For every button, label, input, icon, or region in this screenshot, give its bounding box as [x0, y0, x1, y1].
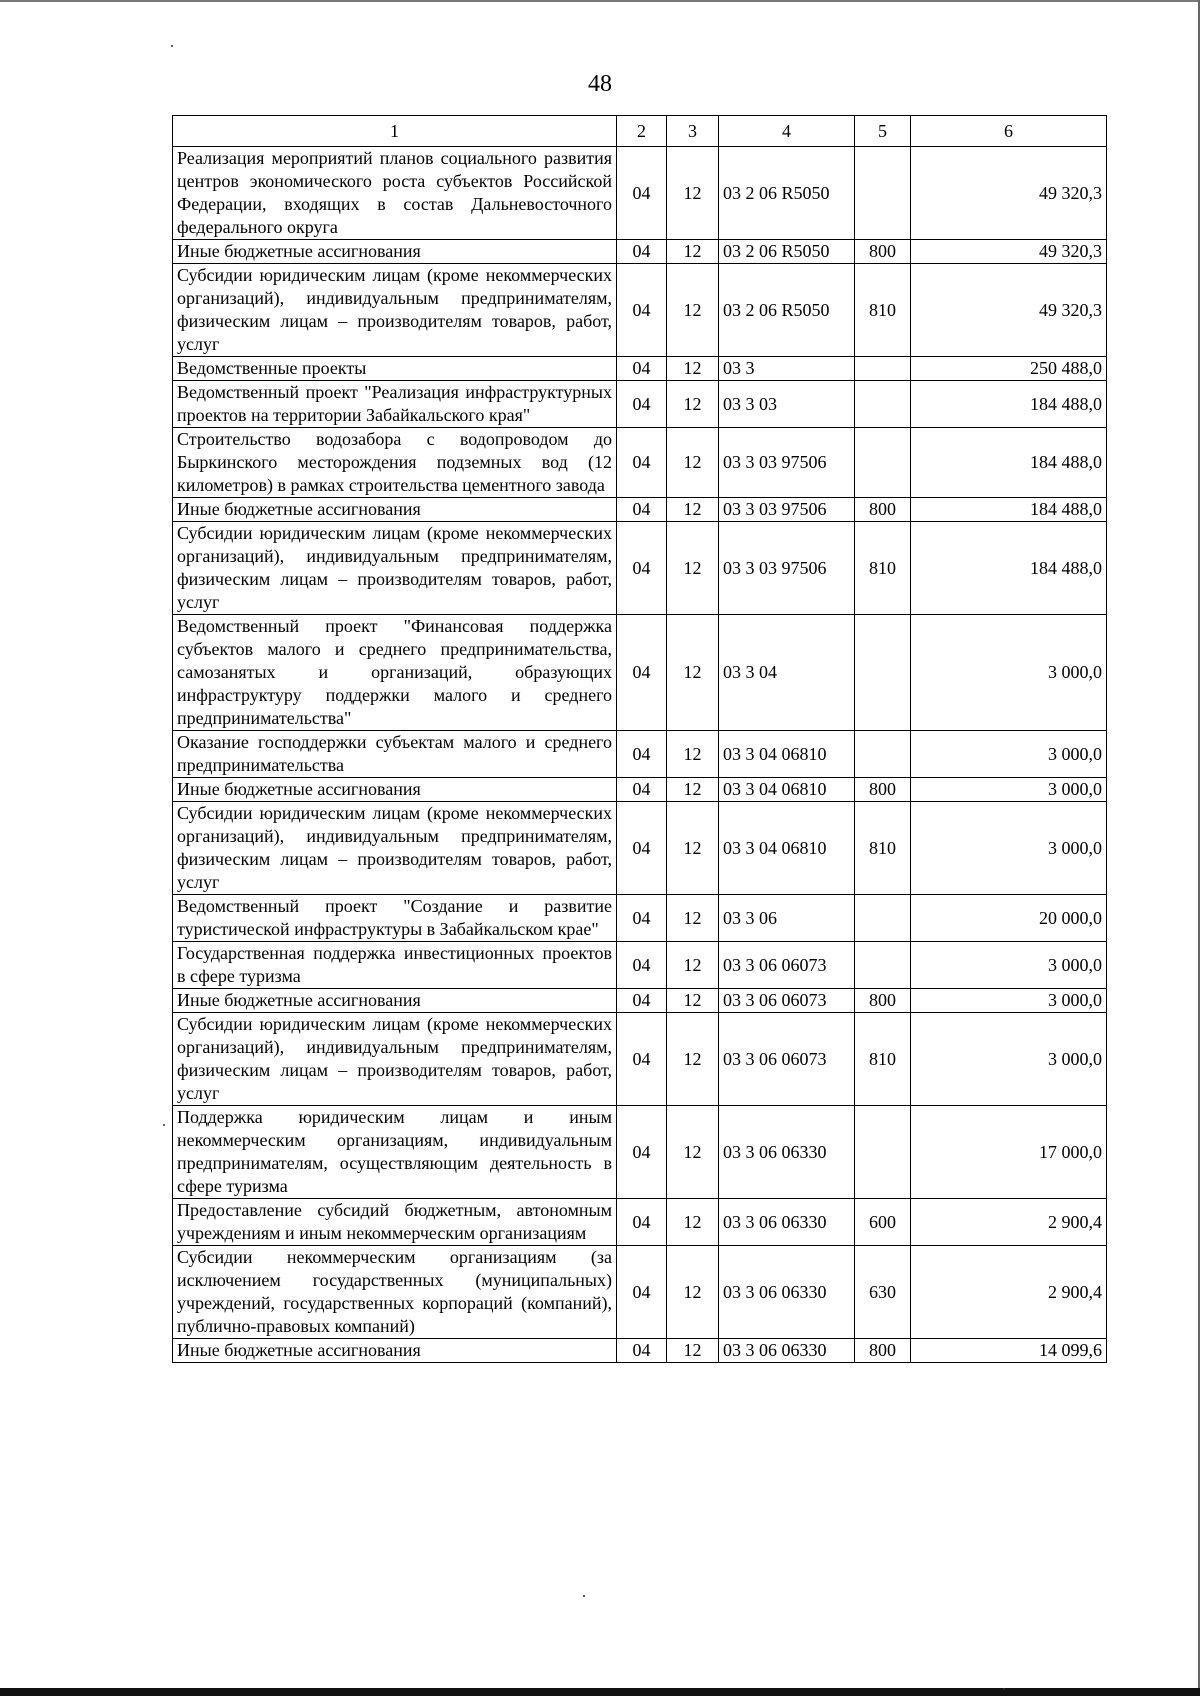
- column-header: 5: [855, 116, 911, 147]
- target-article-cell: 03 3 06 06330: [719, 1246, 855, 1339]
- subsection-cell: 12: [667, 240, 719, 264]
- section-cell: 04: [617, 264, 667, 357]
- table-row: [173, 428, 1107, 498]
- scan-speck: [171, 45, 173, 47]
- expense-type-cell: 600: [855, 1199, 911, 1246]
- expense-type-cell: [855, 1106, 911, 1199]
- expense-type-cell: [855, 731, 911, 778]
- target-article-cell: 03 3 03 97506: [719, 428, 855, 498]
- row-name-cell: Иные бюджетные ассигнования: [173, 778, 617, 802]
- expense-type-cell: [855, 381, 911, 428]
- subsection-cell: 12: [667, 942, 719, 989]
- section-cell: 04: [617, 357, 667, 381]
- amount-cell: 17 000,0: [911, 1106, 1107, 1199]
- amount-cell: 184 488,0: [911, 498, 1107, 522]
- amount-cell: 184 488,0: [911, 381, 1107, 428]
- table-row: [173, 1246, 1107, 1339]
- row-name-cell: Иные бюджетные ассигнования: [173, 989, 617, 1013]
- amount-cell: 49 320,3: [911, 147, 1107, 240]
- table-row: [173, 942, 1107, 989]
- row-name-cell: Реализация мероприятий планов социального развития центров экономического роста субъектов Российской Федерации, входящих в состав Дальневосточного федерального округа: [173, 147, 617, 240]
- table-row: [173, 240, 1107, 264]
- section-cell: 04: [617, 1199, 667, 1246]
- row-name-cell: Ведомственный проект "Финансовая поддержка субъектов малого и среднего предпринимательства, самозанятых и организаций, образующих инфраструктуру поддержки малого и среднего предпринимательства": [173, 615, 617, 731]
- expense-type-cell: 810: [855, 802, 911, 895]
- section-cell: 04: [617, 381, 667, 428]
- subsection-cell: 12: [667, 895, 719, 942]
- subsection-cell: 12: [667, 264, 719, 357]
- row-name-cell: Поддержка юридическим лицам и иным некоммерческим организациям, индивидуальным предпринимателям, осуществляющим деятельность в сфере туризма: [173, 1106, 617, 1199]
- subsection-cell: 12: [667, 1339, 719, 1363]
- expense-type-cell: [855, 428, 911, 498]
- target-article-cell: 03 2 06 R5050: [719, 240, 855, 264]
- expense-type-cell: 800: [855, 1339, 911, 1363]
- expense-type-cell: 810: [855, 264, 911, 357]
- expense-type-cell: [855, 357, 911, 381]
- scan-speck: [583, 1595, 585, 1597]
- row-name-cell: Иные бюджетные ассигнования: [173, 1339, 617, 1363]
- section-cell: 04: [617, 1339, 667, 1363]
- target-article-cell: 03 3 06 06073: [719, 942, 855, 989]
- table-row: [173, 1013, 1107, 1106]
- target-article-cell: 03 3 04 06810: [719, 802, 855, 895]
- target-article-cell: 03 3 06 06073: [719, 989, 855, 1013]
- target-article-cell: 03 3 04: [719, 615, 855, 731]
- amount-cell: 3 000,0: [911, 802, 1107, 895]
- scan-speck: [163, 1124, 165, 1126]
- section-cell: 04: [617, 802, 667, 895]
- table-row: [173, 731, 1107, 778]
- table-row: [173, 498, 1107, 522]
- subsection-cell: 12: [667, 989, 719, 1013]
- section-cell: 04: [617, 989, 667, 1013]
- expense-type-cell: [855, 615, 911, 731]
- subsection-cell: 12: [667, 147, 719, 240]
- amount-cell: 3 000,0: [911, 942, 1107, 989]
- section-cell: 04: [617, 1106, 667, 1199]
- column-header: 1: [173, 116, 617, 147]
- amount-cell: 14 099,6: [911, 1339, 1107, 1363]
- section-cell: 04: [617, 895, 667, 942]
- row-name-cell: Субсидии юридическим лицам (кроме некоммерческих организаций), индивидуальным предпринимателям, физическим лицам – производителям товаров, работ, услуг: [173, 1013, 617, 1106]
- row-name-cell: Субсидии некоммерческим организациям (за исключением государственных (муниципальных) учреждений, государственных корпораций (компаний), публично-правовых компаний): [173, 1246, 617, 1339]
- target-article-cell: 03 3 03 97506: [719, 522, 855, 615]
- subsection-cell: 12: [667, 428, 719, 498]
- subsection-cell: 12: [667, 1199, 719, 1246]
- subsection-cell: 12: [667, 381, 719, 428]
- section-cell: 04: [617, 615, 667, 731]
- target-article-cell: 03 3 03 97506: [719, 498, 855, 522]
- table-row: [173, 522, 1107, 615]
- row-name-cell: Субсидии юридическим лицам (кроме некоммерческих организаций), индивидуальным предпринимателям, физическим лицам – производителям товаров, работ, услуг: [173, 802, 617, 895]
- amount-cell: 250 488,0: [911, 357, 1107, 381]
- section-cell: 04: [617, 778, 667, 802]
- table-row: [173, 778, 1107, 802]
- expense-type-cell: [855, 147, 911, 240]
- row-name-cell: Иные бюджетные ассигнования: [173, 498, 617, 522]
- amount-cell: 3 000,0: [911, 778, 1107, 802]
- target-article-cell: 03 3 06 06073: [719, 1013, 855, 1106]
- amount-cell: 184 488,0: [911, 428, 1107, 498]
- table-row: [173, 615, 1107, 731]
- expense-type-cell: [855, 895, 911, 942]
- row-name-cell: Предоставление субсидий бюджетным, автономным учреждениям и иным некоммерческим организациям: [173, 1199, 617, 1246]
- table-row: [173, 989, 1107, 1013]
- expense-type-cell: 800: [855, 778, 911, 802]
- target-article-cell: 03 2 06 R5050: [719, 147, 855, 240]
- table-row: [173, 381, 1107, 428]
- target-article-cell: 03 3 04 06810: [719, 778, 855, 802]
- row-name-cell: Ведомственные проекты: [173, 357, 617, 381]
- page-number: 48: [588, 71, 612, 97]
- table-row: [173, 802, 1107, 895]
- table-row: [173, 895, 1107, 942]
- column-header: 6: [911, 116, 1107, 147]
- scan-speck: [1003, 1688, 1005, 1690]
- section-cell: 04: [617, 1013, 667, 1106]
- table-row: [173, 1199, 1107, 1246]
- target-article-cell: 03 3 04 06810: [719, 731, 855, 778]
- amount-cell: 49 320,3: [911, 264, 1107, 357]
- expense-type-cell: 800: [855, 989, 911, 1013]
- row-name-cell: Ведомственный проект "Создание и развитие туристической инфраструктуры в Забайкальском крае": [173, 895, 617, 942]
- column-header: 2: [617, 116, 667, 147]
- expense-type-cell: 800: [855, 240, 911, 264]
- subsection-cell: 12: [667, 357, 719, 381]
- expense-type-cell: 800: [855, 498, 911, 522]
- section-cell: 04: [617, 147, 667, 240]
- expense-type-cell: 810: [855, 1013, 911, 1106]
- subsection-cell: 12: [667, 498, 719, 522]
- amount-cell: 2 900,4: [911, 1246, 1107, 1339]
- table-row: [173, 1106, 1107, 1199]
- column-header: 3: [667, 116, 719, 147]
- target-article-cell: 03 3 06: [719, 895, 855, 942]
- row-name-cell: Оказание господдержки субъектам малого и среднего предпринимательства: [173, 731, 617, 778]
- row-name-cell: Субсидии юридическим лицам (кроме некоммерческих организаций), индивидуальным предпринимателям, физическим лицам – производителям товаров, работ, услуг: [173, 522, 617, 615]
- expense-type-cell: 810: [855, 522, 911, 615]
- expense-type-cell: 630: [855, 1246, 911, 1339]
- scan-edge-top: [0, 0, 1200, 2]
- subsection-cell: 12: [667, 615, 719, 731]
- amount-cell: 49 320,3: [911, 240, 1107, 264]
- expense-type-cell: [855, 942, 911, 989]
- subsection-cell: 12: [667, 1106, 719, 1199]
- amount-cell: 3 000,0: [911, 1013, 1107, 1106]
- row-name-cell: Ведомственный проект "Реализация инфраструктурных проектов на территории Забайкальского края": [173, 381, 617, 428]
- budget-table: [172, 115, 1107, 1363]
- table-row: [173, 264, 1107, 357]
- amount-cell: 3 000,0: [911, 731, 1107, 778]
- amount-cell: 3 000,0: [911, 615, 1107, 731]
- target-article-cell: 03 3 06 06330: [719, 1106, 855, 1199]
- table-row: [173, 357, 1107, 381]
- table-row: [173, 147, 1107, 240]
- amount-cell: 184 488,0: [911, 522, 1107, 615]
- subsection-cell: 12: [667, 522, 719, 615]
- section-cell: 04: [617, 240, 667, 264]
- table-row: [173, 1339, 1107, 1363]
- target-article-cell: 03 2 06 R5050: [719, 264, 855, 357]
- amount-cell: 2 900,4: [911, 1199, 1107, 1246]
- row-name-cell: Государственная поддержка инвестиционных проектов в сфере туризма: [173, 942, 617, 989]
- table-header-row: [173, 116, 1107, 147]
- section-cell: 04: [617, 428, 667, 498]
- row-name-cell: Субсидии юридическим лицам (кроме некоммерческих организаций), индивидуальным предпринимателям, физическим лицам – производителям товаров, работ, услуг: [173, 264, 617, 357]
- subsection-cell: 12: [667, 802, 719, 895]
- subsection-cell: 12: [667, 731, 719, 778]
- section-cell: 04: [617, 522, 667, 615]
- row-name-cell: Строительство водозабора с водопроводом до Быркинского месторождения подземных вод (12 километров) в рамках строительства цементного завода: [173, 428, 617, 498]
- subsection-cell: 12: [667, 778, 719, 802]
- amount-cell: 3 000,0: [911, 989, 1107, 1013]
- section-cell: 04: [617, 942, 667, 989]
- subsection-cell: 12: [667, 1246, 719, 1339]
- section-cell: 04: [617, 1246, 667, 1339]
- target-article-cell: 03 3 03: [719, 381, 855, 428]
- target-article-cell: 03 3 06 06330: [719, 1199, 855, 1246]
- target-article-cell: 03 3 06 06330: [719, 1339, 855, 1363]
- amount-cell: 20 000,0: [911, 895, 1107, 942]
- column-header: 4: [719, 116, 855, 147]
- scan-edge-bottom: [0, 1688, 1200, 1696]
- target-article-cell: 03 3: [719, 357, 855, 381]
- section-cell: 04: [617, 498, 667, 522]
- subsection-cell: 12: [667, 1013, 719, 1106]
- section-cell: 04: [617, 731, 667, 778]
- row-name-cell: Иные бюджетные ассигнования: [173, 240, 617, 264]
